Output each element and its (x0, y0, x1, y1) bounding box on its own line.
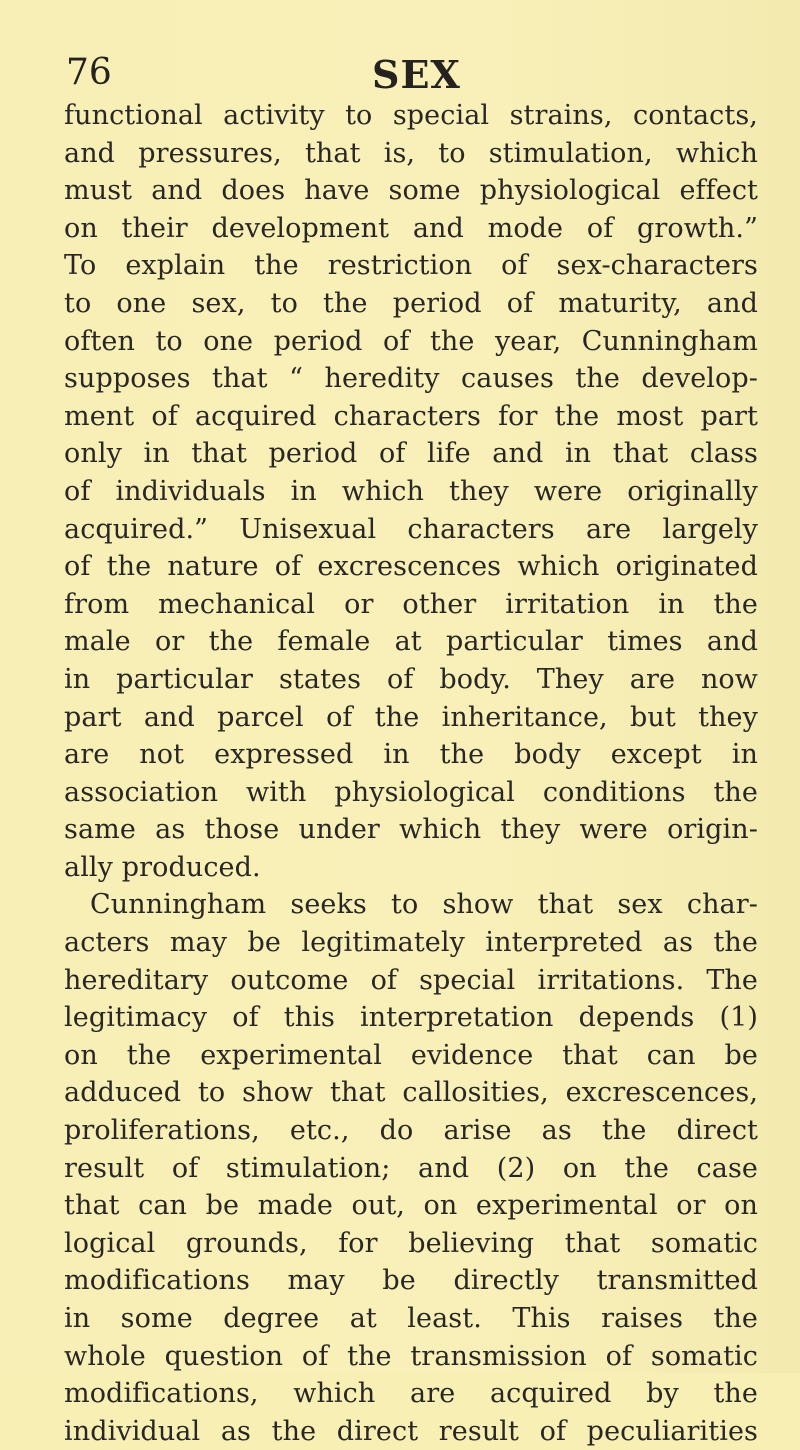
text-line: same as those under which they were origin- (64, 814, 758, 846)
text-line: often to one period of the year, Cunningham (64, 325, 758, 357)
text-line: of individuals in which they were originally (64, 475, 758, 507)
text-line: on the experimental evidence that can be (64, 1039, 758, 1071)
text-line: ment of acquired characters for the most part (64, 400, 758, 432)
text-line: individual as the direct result of peculiarities (64, 1415, 758, 1447)
text-line: ally produced. (64, 851, 261, 883)
text-line: of the nature of excrescences which originated (64, 551, 758, 583)
text-line: association with physiological conditions the (64, 776, 758, 808)
text-line: result of stimulation; and (2) on the case (64, 1152, 758, 1184)
page-header (66, 44, 756, 97)
text-line: functional activity to special strains, contacts, (64, 100, 758, 131)
text-line: whole question of the transmission of somatic (64, 1340, 758, 1372)
text-line: modifications may be directly transmitted (64, 1265, 758, 1297)
text-line: male or the female at particular times and (64, 626, 758, 658)
text-line: To explain the restriction of sex-characters (64, 250, 758, 282)
text-line: acters may be legitimately interpreted as the (64, 927, 758, 959)
text-line: Cunningham seeks to show that sex char- (90, 889, 758, 921)
text-line: legitimacy of this interpretation depends (1) (64, 1002, 758, 1034)
text-line: only in that period of life and in that class (64, 438, 758, 470)
text-line: in particular states of body. They are now (64, 663, 758, 695)
text-line: and pressures, that is, to stimulation, which (64, 137, 758, 169)
text-line: on their development and mode of growth.” (64, 212, 758, 244)
text-line: hereditary outcome of special irritations. The (64, 964, 758, 996)
text-line: must and does have some physiological effect (64, 175, 758, 207)
text-line: logical grounds, for believing that somatic (64, 1227, 758, 1259)
text-line: proliferations, etc., do arise as the direct (64, 1115, 758, 1147)
text-line: to one sex, to the period of maturity, and (64, 287, 758, 319)
text-line: modifications, which are acquired by the (64, 1378, 758, 1410)
text-line: part and parcel of the inheritance, but they (64, 701, 758, 733)
text-line: from mechanical or other irritation in the (64, 588, 758, 620)
text-line: supposes that “ heredity causes the develop- (64, 363, 758, 395)
text-line: acquired.” Unisexual characters are largely (64, 513, 758, 545)
text-line: are not expressed in the body except in (64, 739, 758, 771)
text-line: adduced to show that callosities, excrescences, (64, 1077, 758, 1109)
page-number: 76 (66, 52, 112, 93)
text-line: in some degree at least. This raises the (64, 1303, 758, 1334)
body-text (64, 97, 758, 1450)
running-title: SEX (372, 52, 461, 97)
text-line: that can be made out, on experimental or on (64, 1190, 758, 1222)
